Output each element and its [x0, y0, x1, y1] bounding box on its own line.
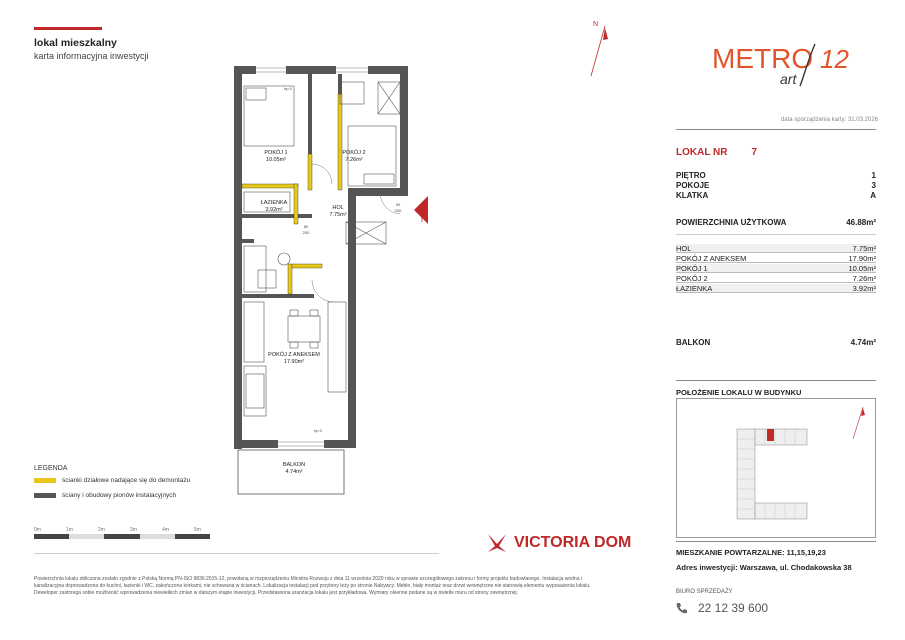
room-row	[676, 254, 876, 263]
repeat-units: MIESZKANIE POWTARZALNE: 11,15,19,23	[676, 548, 826, 557]
phone-text: 22 12 39 600	[698, 601, 769, 615]
room-area-label: 17.90m²	[283, 359, 305, 365]
staircase-label: KLATKA	[676, 191, 709, 200]
floor-plan	[228, 54, 428, 498]
room-name: ŁAZIENKA	[676, 284, 713, 293]
room-area: 17.90m²	[848, 254, 876, 263]
room-label: POKÓJ Z ANEKSEM	[268, 352, 320, 358]
sales-office-label: BIURO SPRZEDAŻY	[676, 589, 733, 595]
room-row	[676, 244, 876, 253]
rooms-value: 3	[871, 181, 876, 190]
scale-label: 3m	[130, 527, 137, 533]
room-name: POKÓJ 1	[676, 264, 708, 273]
room-name: HOL	[676, 244, 692, 253]
unit-location-marker	[767, 429, 774, 441]
card-date: data sporządzenia karty: 31.03.2026	[780, 117, 878, 123]
scale-label: 2m	[98, 527, 105, 533]
room-row	[676, 274, 876, 283]
page-title: lokal mieszkalny	[34, 37, 117, 49]
room-label: POKÓJ 1	[264, 150, 288, 156]
legal-footnote: Powierzchnia lokalu obliczona zostało zgodnie z Polską Normą PN-ISO 9836:2015-12, powołaną w rozporządzeniu Ministra Rozwoju z dnia 11 września 2020 roku w sprawie szczegółowego zakresu i formy projektu budowlanego. Instalacja wodna i kanalizacyjna doprowadzona do kuchni, łazienki i WC, zakończona korkami, nie schowana w ścianach. Lokalizacja instalacji pod przybory leży po stronie Nabywcy. Meble, biały montaż oraz drzwi wewnętrzne nie stanowią elementu wyposażenia lokalu. Deweloper zastrzega sobie możliwość wprowadzenia niewielkich zmian w dalszym etapie inwestycji. Przedstawiona aranżacja lokalu jest przykładowa. Wymiary okienne podane są w świetle muru od strony zewnętrznej.	[34, 576, 591, 596]
room-area: 7.26m²	[852, 274, 876, 283]
divider	[34, 553, 439, 554]
room-area: 7.75m²	[852, 244, 876, 253]
unit-number: 7	[751, 147, 758, 158]
room-area: 3.92m²	[852, 284, 876, 293]
room-label: ŁAZIENKA	[260, 200, 288, 206]
rooms-label: POKOJE	[676, 181, 710, 190]
victoria-dom-logo	[486, 532, 631, 554]
room-label: BALKON	[282, 462, 306, 468]
unit-label-text: LOKAL NR	[676, 147, 728, 158]
legend-label: ściany i obudowy pionów instalacyjnych	[62, 492, 177, 499]
victoria-star-icon	[486, 532, 508, 554]
room-area-label: 7.26m²	[345, 157, 363, 163]
compass-label: N	[593, 21, 599, 28]
height-label: hp 0	[284, 86, 292, 91]
height-label: hp 0	[314, 428, 322, 433]
logo-script: art	[780, 71, 797, 87]
door-width-label: 90	[395, 202, 401, 207]
location-title: POŁOŻENIE LOKALU W BUDYNKU	[676, 388, 802, 397]
page-subtitle: karta informacyjna inwestycji	[34, 51, 149, 61]
entry-label: wejście	[419, 208, 424, 222]
legend-item	[34, 477, 190, 484]
logo-number: 12	[820, 44, 849, 74]
scale-bar	[34, 534, 210, 539]
scale-label: 1m	[66, 527, 73, 533]
floor-row	[676, 171, 876, 180]
scale-label: 5m	[194, 527, 201, 533]
room-area-label: 10.05m²	[265, 157, 287, 163]
unit-number-label	[676, 147, 757, 158]
staircase-value: A	[870, 191, 876, 200]
rooms-row	[676, 181, 876, 190]
wall	[234, 66, 242, 449]
room-label: HOL	[332, 205, 344, 211]
room-area: 10.05m²	[848, 264, 876, 273]
scale-label: 0m	[34, 527, 41, 533]
balcony-label: BALKON	[676, 338, 711, 347]
divider	[676, 234, 876, 235]
room-area-label: 4.74m²	[285, 469, 303, 475]
usable-area-label: POWIERZCHNIA UŻYTKOWA	[676, 218, 787, 227]
room-label: POKÓJ 2	[342, 150, 366, 156]
room-row	[676, 284, 876, 293]
legend-item	[34, 492, 176, 499]
balcony-row	[676, 338, 876, 347]
divider	[676, 380, 876, 381]
legend-swatch	[34, 478, 56, 483]
door-height-label: 200	[302, 230, 310, 235]
phone-icon	[676, 602, 688, 614]
staircase-row	[676, 191, 876, 200]
usable-area-row	[676, 218, 876, 227]
phone-number[interactable]	[676, 601, 768, 615]
divider	[676, 129, 876, 130]
door-height-label: 200	[394, 208, 402, 213]
door-width-label: 80	[303, 224, 309, 229]
floor-value: 1	[871, 171, 876, 180]
logo-word: METRO	[712, 43, 814, 74]
header-accent-bar	[34, 27, 102, 30]
legend-swatch	[34, 493, 56, 498]
balcony-value: 4.74m²	[850, 338, 876, 347]
room-name: POKÓJ Z ANEKSEM	[676, 254, 747, 263]
legend-label: ścianki działowe nadające się do demontażu	[62, 477, 191, 484]
room-area-label: 3.92m²	[265, 207, 283, 213]
building-location-map	[676, 398, 876, 538]
room-name: POKÓJ 2	[676, 274, 708, 283]
divider	[676, 541, 876, 542]
brand-name: VICTORIA DOM	[514, 534, 632, 551]
usable-area-value: 46.88m²	[846, 218, 876, 227]
room-area-label: 7.75m²	[329, 212, 347, 218]
room-row	[676, 264, 876, 273]
scale-label: 4m	[162, 527, 169, 533]
floor-label: PIĘTRO	[676, 171, 706, 180]
investment-address: Adres inwestycji: Warszawa, ul. Chodakowska 38	[676, 563, 852, 572]
legend-title: LEGENDA	[34, 465, 68, 472]
compass-icon	[585, 18, 615, 78]
metro-art-logo	[712, 40, 852, 90]
